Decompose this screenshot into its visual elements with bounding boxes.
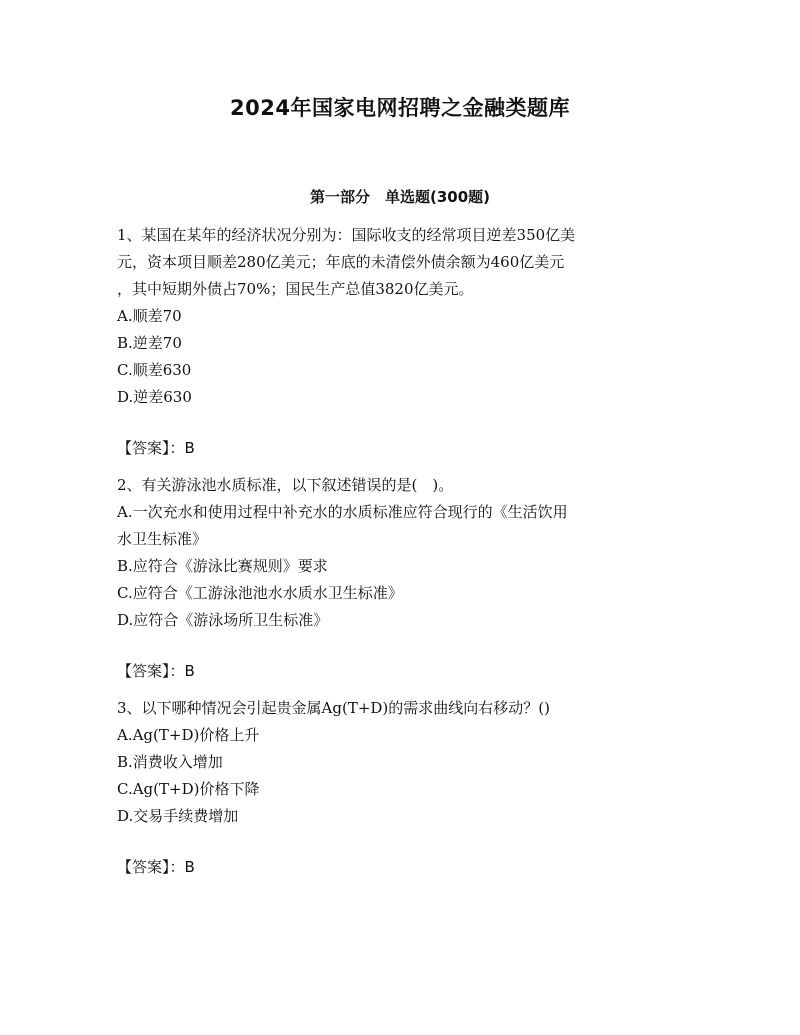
document-title: 2024年国家电网招聘之金融类题库 — [230, 96, 570, 120]
option-text: D.应符合《游泳场所卫生标准》 — [117, 611, 329, 629]
answer-value: B — [184, 439, 195, 457]
option-text: C.应符合《工游泳池池水水质水卫生标准》 — [117, 584, 403, 602]
option-text: B.应符合《游泳比赛规则》要求 — [117, 557, 328, 575]
option-list — [117, 722, 687, 830]
question-text-line: 1、某国在某年的经济状况分别为：国际收支的经常项目逆差350亿美 — [117, 226, 576, 244]
question-text-line: 3、以下哪种情况会引起贵金属Ag(T+D)的需求曲线向右移动？() — [117, 699, 550, 717]
option-c — [117, 776, 687, 803]
section-title: 第一部分 单选题(300题) — [309, 188, 491, 206]
option-a — [117, 722, 687, 749]
option-text: 水卫生标准》 — [117, 530, 208, 548]
option-a — [117, 303, 687, 330]
option-b — [117, 553, 687, 580]
option-text: D.逆差630 — [117, 388, 192, 406]
answer-line — [117, 435, 687, 462]
answer-label: 【答案】： — [117, 439, 185, 457]
question-item — [117, 695, 687, 881]
answer-label: 【答案】： — [117, 662, 185, 680]
option-b — [117, 749, 687, 776]
option-text: A.Ag(T+D)价格上升 — [117, 726, 260, 744]
option-text: C.Ag(T+D)价格下降 — [117, 780, 260, 798]
option-list — [117, 499, 687, 634]
answer-line — [117, 658, 687, 685]
option-d — [117, 607, 687, 634]
answer-value: B — [184, 858, 195, 876]
option-text: A.一次充水和使用过程中补充水的水质标准应符合现行的《生活饮用 — [117, 503, 568, 521]
option-text: D.交易手续费增加 — [117, 807, 239, 825]
option-text: B.消费收入增加 — [117, 753, 223, 771]
answer-value: B — [184, 662, 195, 680]
question-list — [117, 222, 687, 891]
answer-label: 【答案】： — [117, 858, 185, 876]
option-text: C.顺差630 — [117, 361, 192, 379]
option-a — [117, 499, 687, 553]
question-stem — [117, 472, 687, 499]
question-stem — [117, 222, 687, 303]
answer-line — [117, 854, 687, 881]
option-text: B.逆差70 — [117, 334, 182, 352]
option-b — [117, 330, 687, 357]
question-text-line: 2、有关游泳池水质标准，以下叙述错误的是( )。 — [117, 476, 454, 494]
option-text: A.顺差70 — [117, 307, 182, 325]
option-list — [117, 303, 687, 411]
question-text-line: ，其中短期外债占70%；国民生产总值3820亿美元。 — [117, 280, 474, 298]
option-c — [117, 357, 687, 384]
question-item — [117, 222, 687, 462]
question-item — [117, 472, 687, 685]
option-c — [117, 580, 687, 607]
option-d — [117, 803, 687, 830]
question-text-line: 元，资本项目顺差280亿美元；年底的未清偿外债余额为460亿美元 — [117, 253, 565, 271]
question-stem — [117, 695, 687, 722]
option-d — [117, 384, 687, 411]
